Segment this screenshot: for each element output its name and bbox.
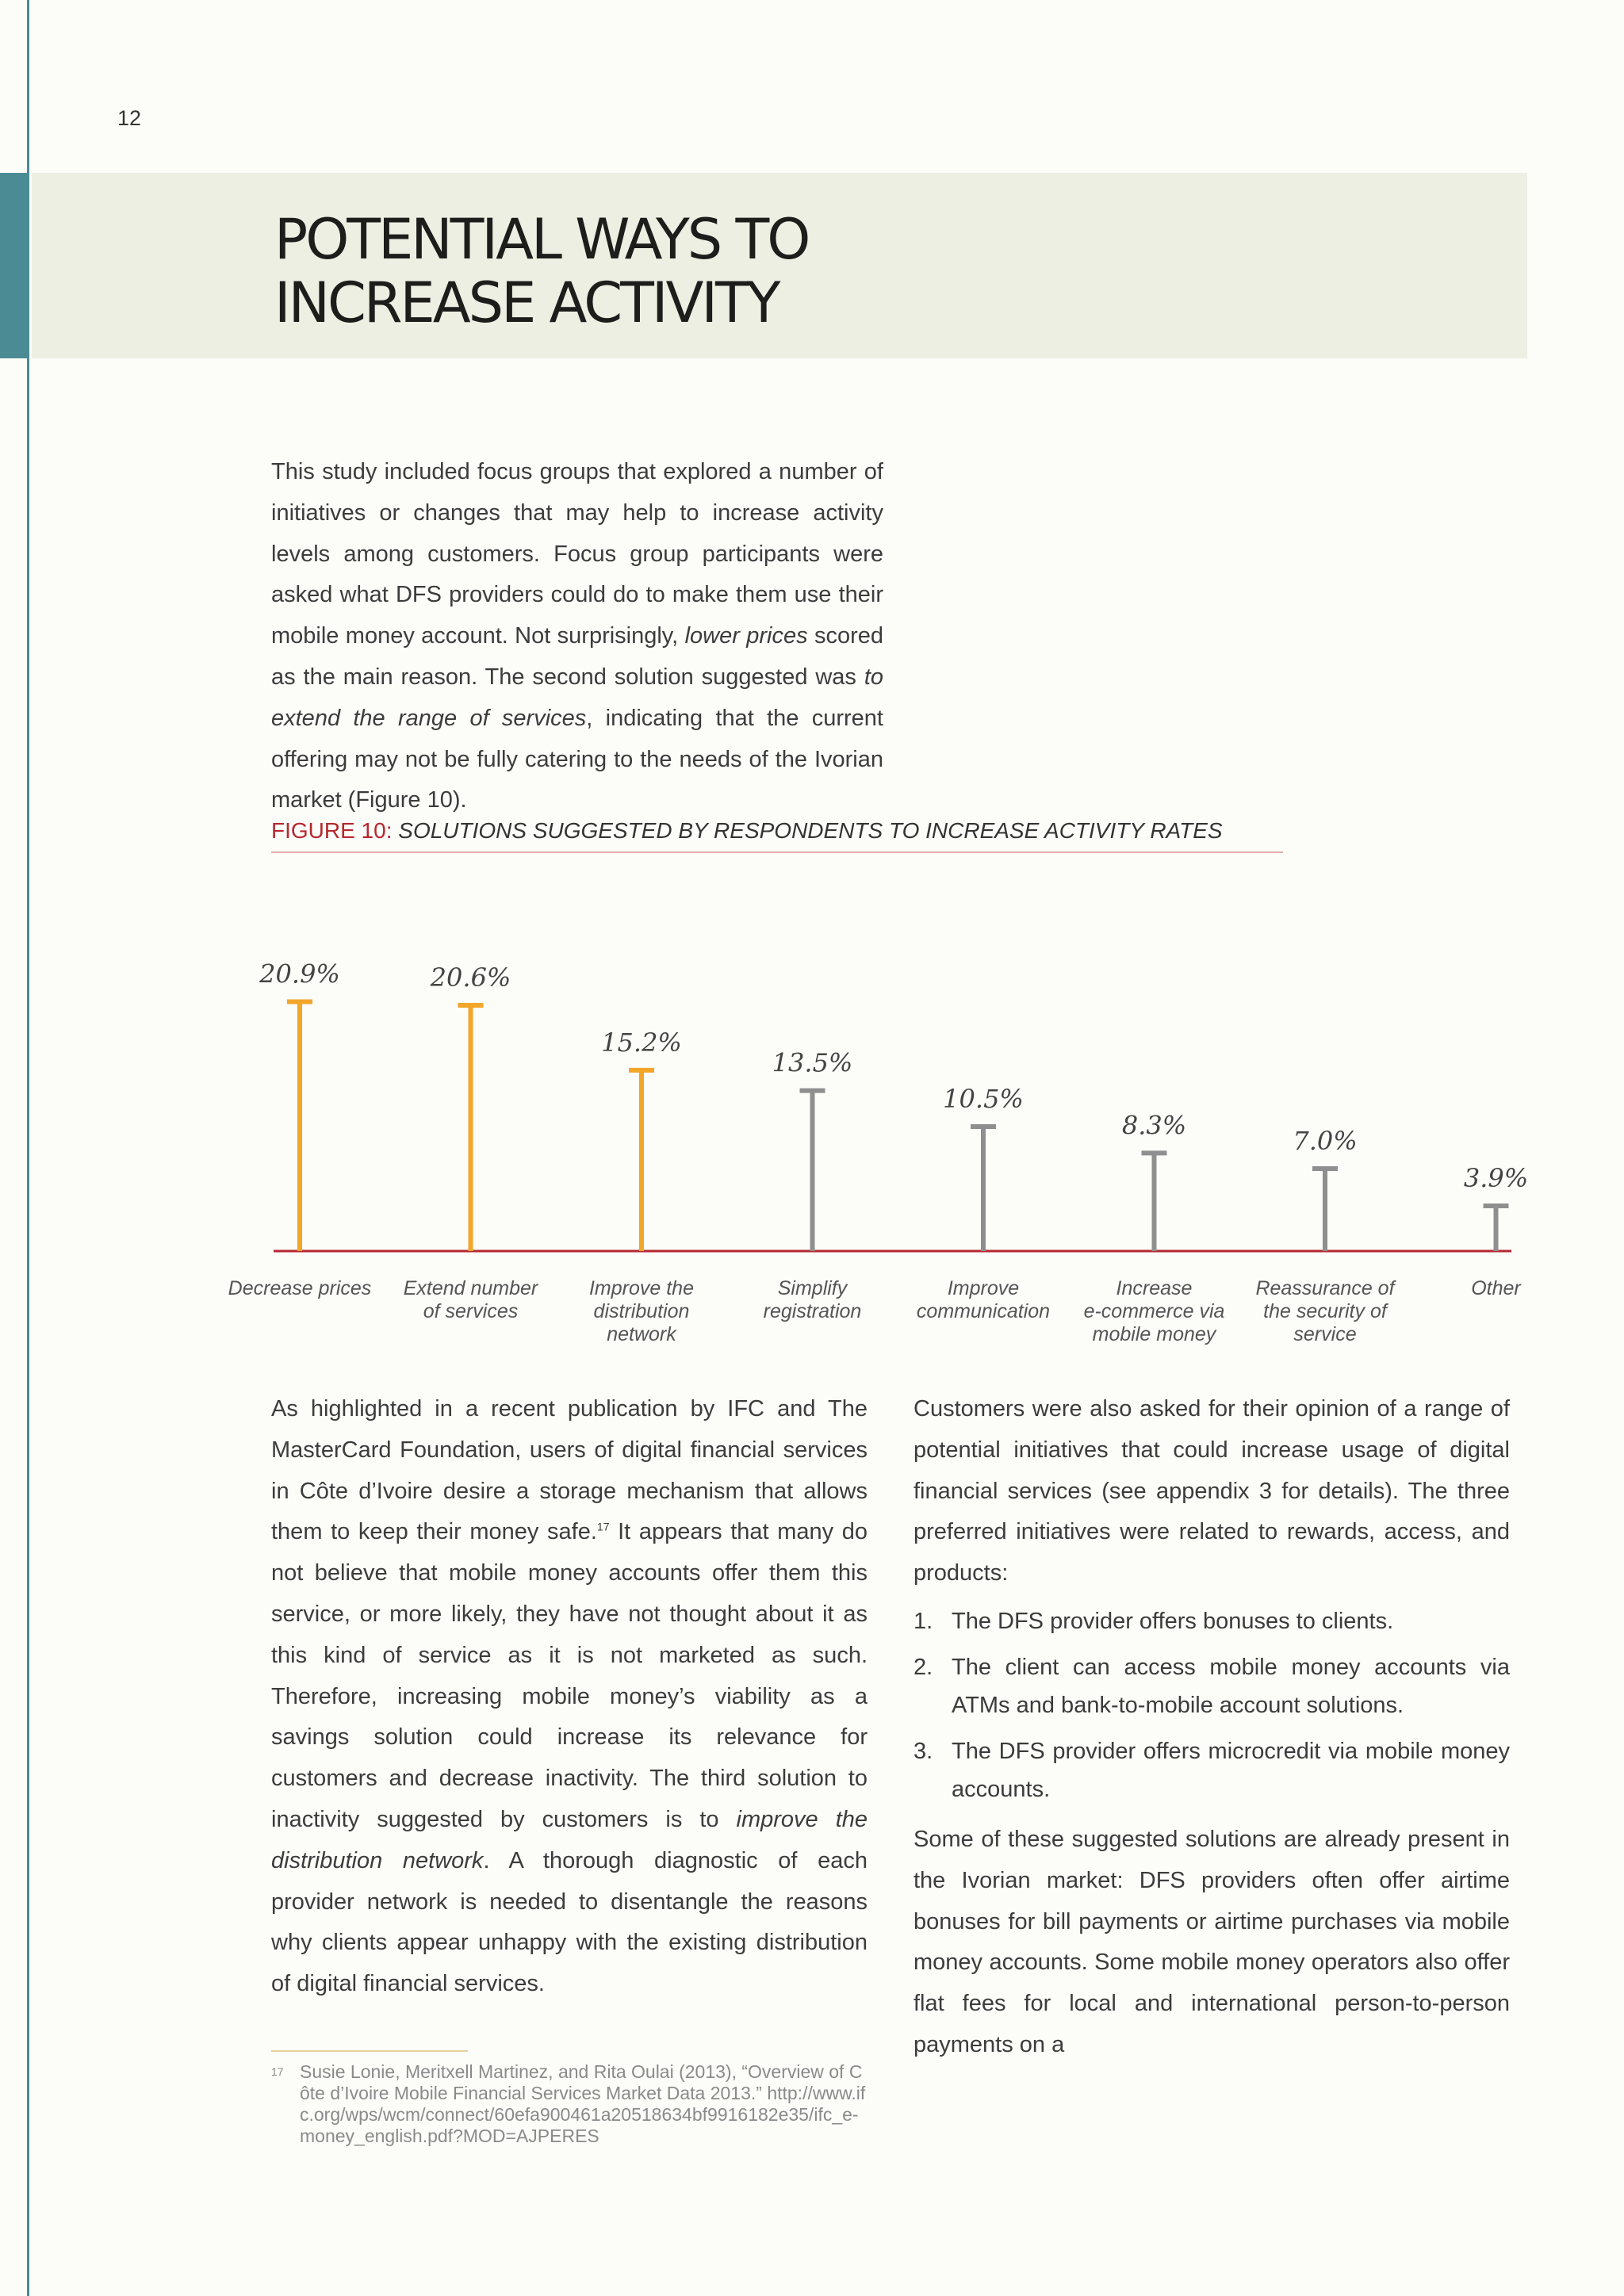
- list-item-number: 2.: [914, 1654, 933, 1680]
- right-column-paragraph-2: Some of these suggested solutions are already present in the Ivorian market: DFS providers often offer airtime bonuses for bill payments or airtime purchases via mobile money accounts. Some mobile money operators also offer flat fees for local and international person-to-person payments on a: [914, 1826, 1510, 2057]
- category-label-line: of services: [423, 1300, 519, 1322]
- left-text: It appears that many do not believe that mobile money accounts offer them this service, or more likely, they have not thought about it as this kind of service as it is not marketed as such. Therefore, increasing mobile money’s viability as a savings solution could increase its relevance for customers and decrease inactivity. The third solution to inactivity suggested by customers is to: [271, 1519, 868, 1832]
- right-column-paragraph-1: Customers were also asked for their opinion of a range of potential initiatives that could increase usage of digital financial services (see appendix 3 for details). The three preferred initiatives were related to rewards, access, and products:: [914, 1396, 1510, 1586]
- value-label: 10.5%: [943, 1084, 1024, 1114]
- left-text: As highlighted in a recent publication by IFC and The MasterCard Foundation, users of digital financial services in Côte d’Ivoire desire a storage mechanism that allows them to keep their money safe.: [271, 1396, 868, 1545]
- category-label-line: Reassurance of: [1255, 1277, 1395, 1299]
- page-number: 12: [117, 106, 142, 130]
- category-label-line: e-commerce via: [1083, 1300, 1225, 1322]
- category-label: [1084, 1277, 1225, 1345]
- figure-label: FIGURE 10:: [271, 818, 393, 843]
- value-label: 15.2%: [601, 1027, 682, 1058]
- intro-text: scored as the main reason. The second solution suggested was: [271, 623, 883, 690]
- value-label: 20.6%: [430, 962, 511, 993]
- value-label: 3.9%: [1463, 1162, 1529, 1193]
- list-item: [914, 1648, 1510, 1724]
- category-label-line: Simplify: [777, 1277, 848, 1299]
- category-label-line: registration: [763, 1300, 862, 1322]
- category-label: [589, 1277, 694, 1345]
- category-label-line: Decrease prices: [228, 1277, 372, 1299]
- category-label-line: Other: [1471, 1277, 1521, 1299]
- page-title-line-2: INCREASE ACTIVITY: [274, 270, 779, 335]
- category-label-line: service: [1293, 1323, 1357, 1345]
- footnote: [271, 2061, 868, 2147]
- category-label: [228, 1277, 372, 1299]
- list-item-text: The client can access mobile money accounts via ATMs and bank-to-mobile account solutions.: [952, 1654, 1510, 1718]
- figure-title: SOLUTIONS SUGGESTED BY RESPONDENTS TO INCREASE ACTIVITY RATES: [392, 818, 1223, 843]
- category-label-line: mobile money: [1092, 1323, 1216, 1345]
- value-label: 8.3%: [1121, 1110, 1187, 1141]
- intro-emphasis-lower-prices: lower prices: [684, 623, 808, 649]
- category-label: [404, 1277, 539, 1322]
- section-tab-marker: [0, 173, 29, 358]
- category-label-line: distribution: [593, 1300, 690, 1322]
- category-label-line: Improve: [947, 1277, 1020, 1299]
- category-label-line: network: [607, 1323, 676, 1345]
- intro-paragraph: [271, 452, 883, 821]
- category-label-line: the security of: [1263, 1300, 1387, 1322]
- footnote-reference: 17: [596, 1520, 610, 1533]
- list-item-text: The DFS provider offers microcredit via mobile money accounts.: [952, 1738, 1510, 1802]
- page-title-line-1: POTENTIAL WAYS TO: [274, 207, 809, 272]
- category-label: [1471, 1277, 1522, 1299]
- category-label-line: Increase: [1116, 1277, 1193, 1299]
- list-item-number: 1.: [914, 1608, 933, 1634]
- footnote-rule: [271, 2050, 468, 2052]
- category-label-line: communication: [916, 1300, 1051, 1322]
- left-column: [271, 1389, 868, 2005]
- left-column-paragraph: [271, 1389, 868, 2005]
- page-title: [274, 208, 1067, 335]
- intro-text: , indicating that the current offering may not be fully catering to the needs of the Ivorian market (Figure 10).: [271, 705, 883, 813]
- category-label-line: Extend number: [403, 1277, 538, 1299]
- intro-text: This study included focus groups that explored a number of initiatives or changes that may help to increase activity levels among customers. Focus group participants were asked what DFS providers could do to make them use their mobile money account. Not surprisingly,: [271, 459, 883, 649]
- figure-caption: [271, 818, 1283, 853]
- value-label: 7.0%: [1293, 1126, 1358, 1156]
- left-emphasis-improve-distribution: improve the distribution network: [271, 1806, 868, 1873]
- list-item-number: 3.: [914, 1738, 933, 1764]
- footnote-number: 17: [271, 2065, 284, 2078]
- category-label: [917, 1277, 1050, 1322]
- initiatives-list: [914, 1602, 1510, 1808]
- left-text: . A thorough diagnostic of each provider network is needed to disentangle the reasons why clients appear unhappy with the existing distribution of digital financial services.: [271, 1847, 868, 1997]
- category-label: [1255, 1277, 1396, 1345]
- list-item: [914, 1602, 1510, 1640]
- list-item-text: The DFS provider offers bonuses to clients.: [952, 1608, 1394, 1634]
- intro-emphasis-extend-range: to extend the range of services: [271, 664, 883, 731]
- value-label: 13.5%: [772, 1047, 853, 1078]
- list-item: [914, 1732, 1510, 1808]
- value-label: 20.9%: [259, 959, 340, 989]
- bar-chart: [0, 872, 1624, 1348]
- category-label: [764, 1277, 862, 1322]
- right-column: [914, 1389, 1510, 2066]
- category-label-line: Improve the: [588, 1277, 695, 1299]
- footnote-text: Susie Lonie, Meritxell Martinez, and Rita Oulai (2013), “Overview of Côte d’Ivoire Mobile Financial Services Market Data 2013.” http://www.ifc.org/wps/wcm/connect/60efa900461a205186​34bf9916182e35/ifc_e-money_english.pdf?MOD=AJPERES: [300, 2061, 866, 2146]
